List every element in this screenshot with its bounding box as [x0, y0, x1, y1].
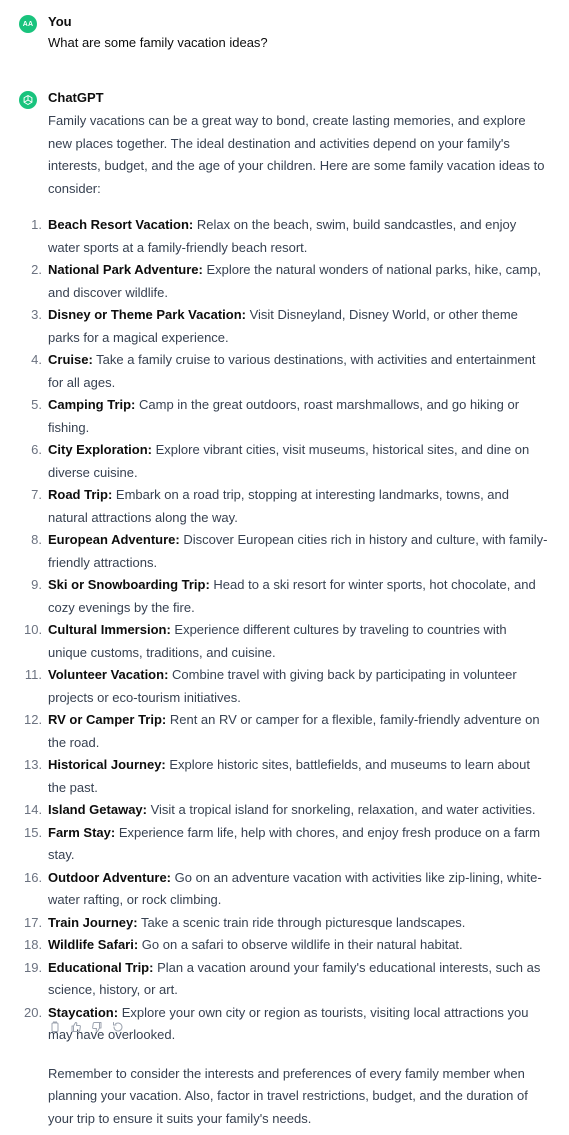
vacation-idea-item	[24, 259, 548, 304]
vacation-idea-description: Discover European cities rich in history and culture, with family-friendly attractions.	[48, 532, 548, 570]
vacation-idea-title: Ski or Snowboarding Trip:	[48, 577, 210, 592]
vacation-idea-title: Wildlife Safari:	[48, 937, 139, 952]
vacation-idea-title: RV or Camper Trip:	[48, 712, 167, 727]
vacation-idea-number: 19.	[24, 959, 43, 975]
vacation-idea-number: 2.	[31, 262, 42, 277]
vacation-idea-title: Train Journey:	[48, 914, 138, 930]
vacation-idea-item	[24, 394, 548, 439]
vacation-idea-title: City Exploration:	[48, 442, 153, 457]
vacation-idea-item	[24, 304, 548, 349]
vacation-idea-description: Take a scenic train ride through picturesque landscapes.	[137, 914, 466, 930]
user-avatar-initials: AA	[22, 20, 34, 28]
vacation-idea-title: European Adventure:	[48, 532, 180, 547]
vacation-idea-item	[24, 709, 548, 754]
vacation-idea-item	[24, 439, 548, 484]
vacation-idea-body	[48, 822, 548, 867]
vacation-idea-body	[48, 394, 548, 439]
vacation-idea-description: Embark on a road trip, stopping at interesting landmarks, towns, and natural attractions along the way.	[48, 487, 509, 525]
user-avatar	[19, 15, 37, 33]
vacation-idea-description: Go on a safari to observe wildlife in their natural habitat.	[138, 937, 463, 952]
vacation-idea-number: 5.	[31, 397, 42, 412]
vacation-idea-item	[24, 912, 548, 935]
vacation-idea-title: Cultural Immersion:	[48, 622, 171, 637]
vacation-idea-item	[24, 867, 548, 912]
vacation-idea-body	[48, 664, 548, 709]
vacation-idea-title: Disney or Theme Park Vacation:	[48, 307, 246, 322]
vacation-idea-number: 4.	[31, 352, 42, 367]
vacation-idea-title: Historical Journey:	[48, 757, 166, 772]
vacation-idea-body	[48, 619, 548, 664]
vacation-idea-body	[48, 574, 548, 619]
vacation-idea-description: Take a family cruise to various destinations, with activities and entertainment for all ages.	[48, 352, 536, 390]
assistant-message-content	[24, 110, 548, 1130]
vacation-idea-number: 3.	[31, 307, 42, 322]
vacation-idea-description: Plan a vacation around your family's educational interests, such as science, history, or art.	[48, 959, 541, 997]
vacation-idea-description: Experience different cultures by traveling to countries with unique customs, traditions, and cuisine.	[48, 622, 507, 660]
vacation-idea-description: Relax on the beach, swim, build sandcastles, and enjoy water sports at a family-friendly beach resort.	[48, 217, 517, 255]
vacation-idea-body	[48, 484, 548, 529]
vacation-idea-description: Visit a tropical island for snorkeling, relaxation, and water activities.	[146, 802, 536, 817]
vacation-ideas-list	[24, 214, 548, 1047]
vacation-idea-item	[24, 664, 548, 709]
vacation-idea-number: 8.	[31, 532, 42, 547]
vacation-idea-description: Explore your own city or region as tourists, visiting local attractions you may have overlooked.	[48, 1004, 529, 1042]
vacation-idea-description: Visit Disneyland, Disney World, or other theme parks for a magical experience.	[48, 307, 518, 345]
vacation-idea-title: Educational Trip:	[48, 959, 154, 975]
regenerate-icon[interactable]	[111, 1020, 125, 1034]
vacation-idea-body	[48, 912, 548, 935]
vacation-idea-description: Combine travel with giving back by participating in volunteer projects or eco-tourism initiatives.	[48, 667, 517, 705]
vacation-idea-number: 13.	[24, 757, 43, 772]
vacation-idea-item	[24, 822, 548, 867]
vacation-idea-number: 6.	[31, 442, 42, 457]
vacation-idea-item	[24, 484, 548, 529]
vacation-idea-body	[48, 754, 548, 799]
vacation-idea-body	[48, 529, 548, 574]
vacation-idea-description: Explore historic sites, battlefields, and museums to learn about the past.	[48, 757, 530, 795]
vacation-idea-description: Rent an RV or camper for a flexible, family-friendly adventure on the road.	[48, 712, 540, 750]
vacation-idea-number: 12.	[24, 712, 43, 727]
vacation-idea-title: Beach Resort Vacation:	[48, 217, 194, 232]
assistant-outro-paragraph: Remember to consider the interests and preferences of every family member when planning your vacation. Also, factor in travel restrictions, budget, and the duration of your trip to ensure it suits your family's needs.	[48, 1065, 528, 1126]
vacation-idea-title: Staycation:	[48, 1004, 119, 1020]
vacation-idea-title: Volunteer Vacation:	[48, 667, 169, 682]
vacation-idea-number: 11.	[24, 667, 42, 682]
vacation-idea-item	[24, 349, 548, 394]
vacation-idea-number: 17.	[24, 914, 43, 930]
vacation-idea-body	[48, 439, 548, 484]
vacation-idea-title: Camping Trip:	[48, 397, 136, 412]
user-author-name: You	[48, 14, 72, 29]
vacation-idea-body	[48, 799, 548, 822]
assistant-intro-paragraph: Family vacations can be a great way to bond, create lasting memories, and explore new places together. The ideal destination and activities depend on your family's interests, budget, and the age of your children. Here are some family vacation ideas to consider:	[48, 113, 545, 196]
user-message-text: What are some family vacation ideas?	[48, 35, 268, 50]
vacation-idea-item	[24, 799, 548, 822]
vacation-idea-number: 18.	[24, 937, 43, 952]
vacation-idea-title: National Park Adventure:	[48, 262, 203, 277]
vacation-idea-description: Head to a ski resort for winter sports, hot chocolate, and cozy evenings by the fire.	[48, 577, 536, 615]
vacation-idea-title: Road Trip:	[48, 487, 113, 502]
vacation-idea-body	[48, 214, 548, 259]
vacation-idea-number: 7.	[31, 487, 42, 502]
vacation-idea-item	[24, 529, 548, 574]
vacation-idea-body	[48, 934, 548, 957]
vacation-idea-body	[48, 957, 548, 1002]
vacation-idea-item	[24, 619, 548, 664]
thumbs-down-icon[interactable]	[90, 1020, 104, 1034]
vacation-idea-body	[48, 709, 548, 754]
chatgpt-logo-icon	[19, 91, 37, 109]
vacation-idea-number: 1.	[31, 217, 42, 232]
vacation-idea-title: Outdoor Adventure:	[48, 869, 172, 885]
vacation-idea-description: Camp in the great outdoors, roast marshmallows, and go hiking or fishing.	[48, 397, 520, 435]
vacation-idea-title: Island Getaway:	[48, 802, 147, 817]
vacation-idea-number: 10.	[24, 622, 43, 637]
thumbs-up-icon[interactable]	[69, 1020, 83, 1034]
vacation-idea-description: Explore the natural wonders of national parks, hike, camp, and discover wildlife.	[48, 262, 542, 300]
vacation-idea-number: 15.	[24, 824, 43, 840]
vacation-idea-item	[24, 754, 548, 799]
assistant-author-name: ChatGPT	[48, 90, 104, 105]
vacation-idea-description: Go on an adventure vacation with activities like zip-lining, white-water rafting, or rock climbing.	[48, 869, 542, 907]
vacation-idea-body	[48, 304, 548, 349]
vacation-idea-number: 14.	[24, 802, 43, 817]
vacation-idea-body	[48, 867, 548, 912]
vacation-idea-description: Experience farm life, help with chores, and enjoy fresh produce on a farm stay.	[48, 824, 541, 862]
vacation-idea-body	[48, 259, 548, 304]
vacation-idea-number: 16.	[24, 869, 43, 885]
vacation-idea-number: 9.	[31, 577, 42, 592]
vacation-idea-description: Explore vibrant cities, visit museums, historical sites, and dine on diverse cuisine.	[48, 442, 530, 480]
copy-icon[interactable]	[48, 1020, 62, 1034]
vacation-idea-title: Cruise:	[48, 352, 93, 367]
vacation-idea-item	[24, 214, 548, 259]
vacation-idea-body	[48, 349, 548, 394]
vacation-idea-item	[24, 957, 548, 1002]
vacation-idea-number: 20.	[24, 1004, 43, 1020]
vacation-idea-title: Farm Stay:	[48, 824, 116, 840]
message-actions	[48, 1020, 125, 1034]
vacation-idea-item	[24, 934, 548, 957]
vacation-idea-item	[24, 574, 548, 619]
